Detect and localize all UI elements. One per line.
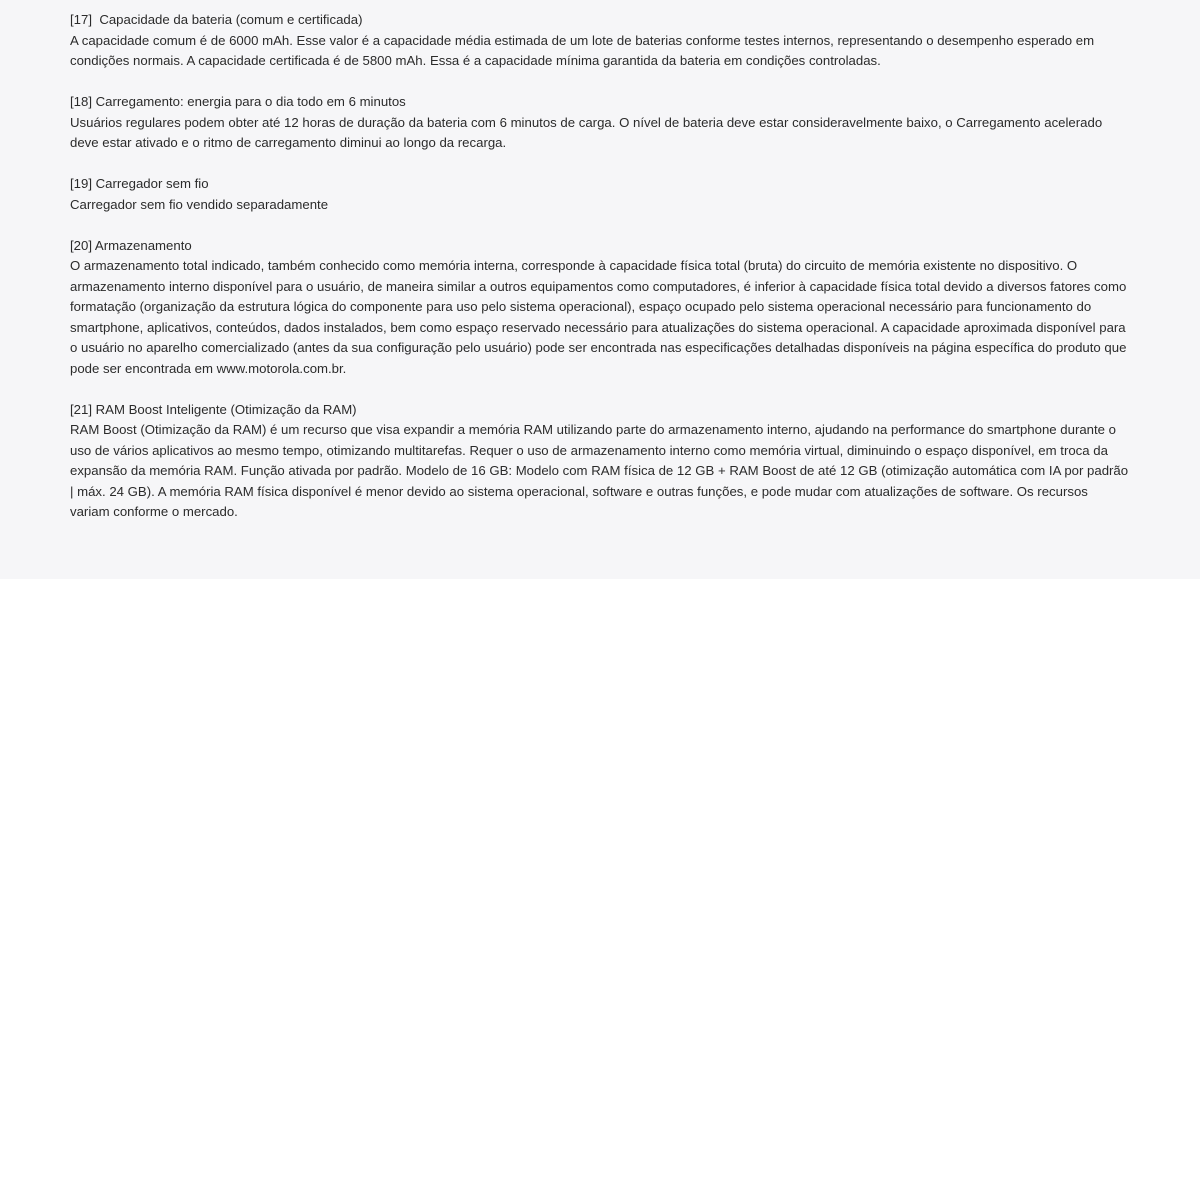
footnote-body: Carregador sem fio vendido separadamente	[70, 196, 329, 212]
footnote-title: [21] RAM Boost Inteligente (Otimização da RAM)	[70, 401, 357, 417]
footnote-title: [17] Capacidade da bateria (comum e certificada)	[70, 12, 363, 27]
footnote-body: A capacidade comum é de 6000 mAh. Esse valor é a capacidade média estimada de um lote de baterias conforme testes internos, representando o desempenho esperado em condições normais. A capacidade certificada é de 5800 mAh. Essa é a capacidade mínima garantida da bateria em condições controladas.	[70, 32, 1098, 68]
footnotes-panel	[0, 0, 1200, 579]
footnote-19	[70, 174, 1130, 215]
footnote-21	[70, 400, 1130, 523]
footnote-body: RAM Boost (Otimização da RAM) é um recurso que visa expandir a memória RAM utilizando parte do armazenamento interno, ajudando na performance do smartphone durante o uso de vários aplicativos ao mesmo tempo, otimizando multitarefas. Requer o uso de armazenamento interno como memória virtual, diminuindo o espaço disponível, em troca da expansão da memória RAM. Função ativada por padrão. Modelo de 16 GB: Modelo com RAM física de 12 GB + RAM Boost de até 12 GB (otimização automática com IA por padrão | máx. 24 GB). A memória RAM física disponível é menor devido ao sistema operacional, software e outras funções, e pode mudar com atualizações de software. Os recursos variam conforme o mercado.	[70, 422, 1132, 519]
footnote-body: O armazenamento total indicado, também conhecido como memória interna, corresponde à capacidade física total (bruta) do circuito de memória existente no dispositivo. O armazenamento interno disponível para o usuário, de maneira similar a outros equipamentos como computadores, é inferior à capacidade física total devido a diversos fatores como formatação (organização da estrutura lógica do componente para uso pelo sistema operacional), espaço ocupado pelo sistema operacional necessário para funcionamento do smartphone, aplicativos, conteúdos, dados instalados, bem como espaço reservado necessário para atualizações do sistema operacional. A capacidade aproximada disponível para o usuário no aparelho comercializado (antes da sua configuração pelo usuário) pode ser encontrada nas especificações detalhadas disponíveis na página específica do produto que pode ser encontrada em www.motorola.com.br.	[70, 258, 1131, 376]
footnote-title: [19] Carregador sem fio	[70, 176, 209, 191]
footnote-body: Usuários regulares podem obter até 12 horas de duração da bateria com 6 minutos de carga. O nível de bateria deve estar consideravelmente baixo, o Carregamento acelerado deve estar ativado e o ritmo de carregamento diminui ao longo da recarga.	[70, 114, 1106, 150]
footnote-18	[70, 92, 1130, 154]
footnote-17	[70, 10, 1130, 72]
footnote-title: [20] Armazenamento	[70, 237, 192, 253]
footnote-20	[70, 236, 1130, 380]
footnote-title: [18] Carregamento: energia para o dia todo em 6 minutos	[70, 94, 406, 109]
